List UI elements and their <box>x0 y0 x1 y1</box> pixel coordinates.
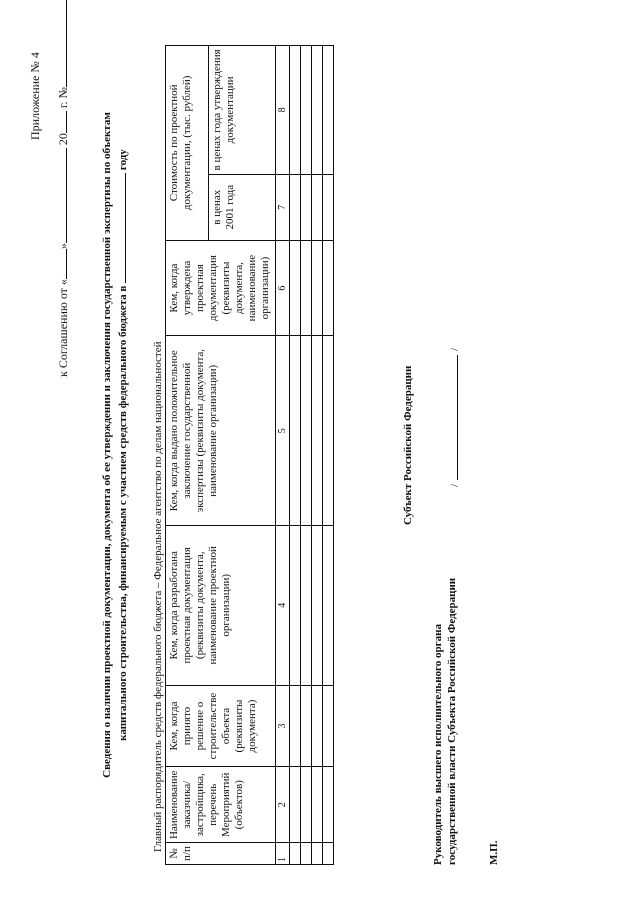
column-numbers-row <box>276 46 290 865</box>
day-blank <box>55 249 67 279</box>
column-number-6: 6 <box>276 240 290 336</box>
header-decision: Кем, когда принято решение о строительстве объекта (реквизиты документа) <box>166 685 276 767</box>
agreement-prefix: к Соглашению от « <box>56 279 70 377</box>
signature-slash-left: / <box>449 483 461 487</box>
signature-line <box>446 355 458 480</box>
agreement-quote: » <box>56 243 70 250</box>
header-cost-approval-year: в ценах года утверждения документации <box>209 46 276 175</box>
column-number-3: 3 <box>276 685 290 767</box>
title-line-2-suffix: году <box>117 149 129 171</box>
annex-label: Приложение № 4 <box>28 52 42 140</box>
year-field-blank <box>115 173 126 283</box>
agreement-line <box>55 0 71 377</box>
header-number: № п/п <box>166 843 276 865</box>
header-row-1 <box>166 46 209 865</box>
table-row <box>323 46 334 865</box>
agreement-year-prefix: 20 <box>56 133 70 146</box>
table-row <box>312 46 323 865</box>
column-number-4: 4 <box>276 525 290 685</box>
table-row <box>290 46 301 865</box>
seal-label: М.П. <box>488 840 500 865</box>
agreement-number-prefix: г. № <box>56 87 70 109</box>
head-title-line-1: Руководитель высшего исполнительного органа <box>432 624 444 865</box>
column-number-7: 7 <box>276 174 290 240</box>
table-row <box>301 46 312 865</box>
header-approved: Кем, когда утверждена проектная документация (реквизиты документа, наименование организации) <box>166 240 276 336</box>
title-line-2-text: капитального строительства, финансируемым с участием средств федерального бюджета в <box>117 285 129 741</box>
year-blank <box>55 111 67 133</box>
head-title-line-2: государственной власти Субъекта Российской Федерации <box>446 577 458 865</box>
document-title <box>100 40 131 850</box>
title-line-2 <box>115 40 131 850</box>
subject-label: Субъект Российской Федерации <box>402 365 414 525</box>
projects-table <box>165 45 334 865</box>
header-expertise: Кем, когда выдано положительное заключение государственной экспертизы (реквизиты документа, наименование организации) <box>166 336 276 525</box>
month-blank <box>55 148 67 243</box>
header-developed: Кем, когда разработана проектная документация (реквизиты документа, наименование проектной организации) <box>166 525 276 685</box>
signature-slash-right: / <box>449 347 461 351</box>
column-number-2: 2 <box>276 767 290 843</box>
signature-field <box>446 348 461 487</box>
budget-manager: Главный распорядитель средств федерального бюджета – Федеральное агентство по делам национальностей <box>152 341 164 852</box>
column-number-8: 8 <box>276 46 290 175</box>
header-customer: Наименование заказчика/ застройщика, перечень Мероприятий (объектов) <box>166 767 276 843</box>
column-number-5: 5 <box>276 336 290 525</box>
title-line-1: Сведения о наличии проектной документации, документа об ее утверждении и заключения государственной экспертизы по объектам <box>101 112 113 778</box>
column-number-1: 1 <box>276 843 290 865</box>
number-blank <box>55 0 67 87</box>
header-cost-2001: в ценах 2001 года <box>209 174 276 240</box>
header-cost: Стоимость по проектной документации, (тыс. рублей) <box>166 46 209 241</box>
